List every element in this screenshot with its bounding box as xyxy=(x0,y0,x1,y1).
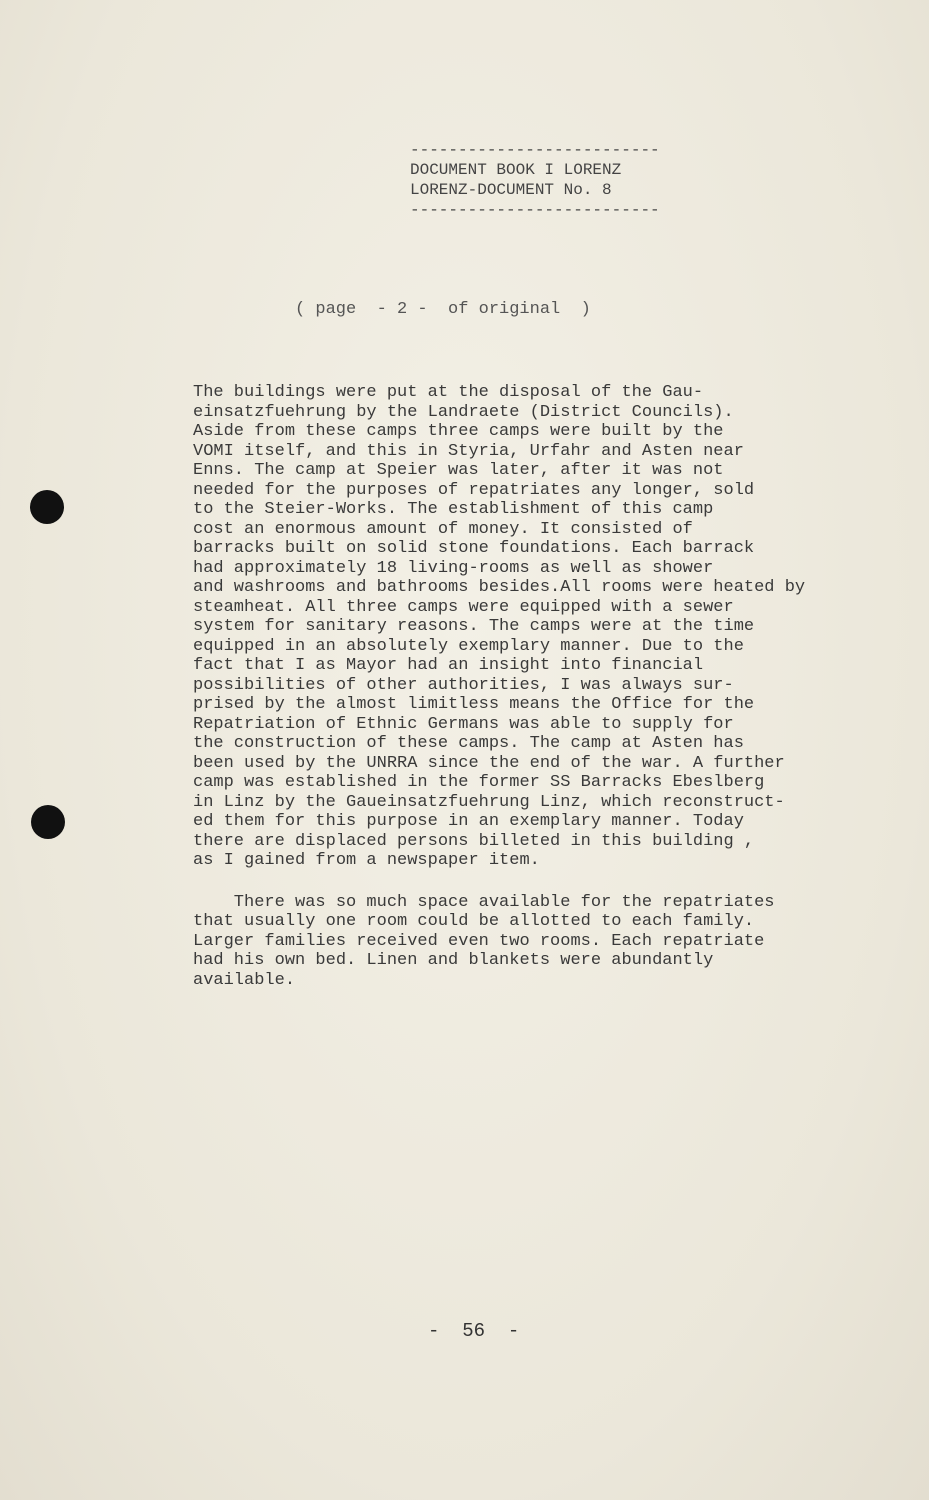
text-line: einsatzfuehrung by the Landraete (District Councils). xyxy=(193,402,734,422)
paragraph-2 xyxy=(193,893,883,991)
header-line-2: LORENZ-DOCUMENT No. 8 xyxy=(410,181,612,199)
document-header xyxy=(410,140,685,220)
text-line: been used by the UNRRA since the end of the war. A further xyxy=(193,753,785,773)
text-line: the construction of these camps. The camp at Asten has xyxy=(193,734,744,753)
text-line: to the Steier-Works. The establishment of this camp xyxy=(193,500,714,519)
page-reference: ( page - 2 - of original ) xyxy=(295,300,591,319)
text-line: camp was established in the former SS Barracks Ebeslberg xyxy=(193,773,765,792)
text-line: ed them for this purpose in an exemplary manner. Today xyxy=(193,812,744,831)
text-line: as I gained from a newspaper item. xyxy=(193,851,540,870)
header-rule-top: -------------------------- xyxy=(410,141,660,159)
text-line: system for sanitary reasons. The camps were at the time xyxy=(193,617,755,636)
text-line: in Linz by the Gaueinsatzfuehrung Linz, which reconstruct- xyxy=(193,792,785,812)
text-line: had his own bed. Linen and blankets were abundantly xyxy=(193,951,714,970)
text-line: prised by the almost limitless means the Office for the xyxy=(193,695,755,714)
paragraph-1 xyxy=(193,383,883,871)
text-line: Larger families received even two rooms. Each repatriate xyxy=(193,931,765,951)
text-line: steamheat. All three camps were equipped with a sewer xyxy=(193,597,734,617)
text-line: Aside from these camps three camps were built by the xyxy=(193,422,724,441)
text-line: The buildings were put at the disposal of the Gau- xyxy=(193,383,704,402)
text-line: VOMI itself, and this in Styria, Urfahr and Asten near xyxy=(193,441,744,461)
text-line: there are displaced persons billeted in this building , xyxy=(193,831,755,851)
text-line: Enns. The camp at Speier was later, after it was not xyxy=(193,461,724,480)
text-line: barracks built on solid stone foundations. Each barrack xyxy=(193,539,755,558)
page-number: - 56 - xyxy=(428,1320,520,1342)
text-line: that usually one room could be allotted to each family. xyxy=(193,912,755,931)
text-line: possibilities of other authorities, I was always sur- xyxy=(193,675,734,695)
text-line: Repatriation of Ethnic Germans was able to supply for xyxy=(193,714,734,734)
text-line: and washrooms and bathrooms besides.All rooms were heated by xyxy=(193,578,806,597)
text-line: There was so much space available for the repatriates xyxy=(193,892,775,912)
text-line: cost an enormous amount of money. It consisted of xyxy=(193,519,693,539)
body-text xyxy=(193,383,883,990)
text-line: available. xyxy=(193,970,296,990)
punch-hole-bottom xyxy=(31,805,65,839)
header-line-1: DOCUMENT BOOK I LORENZ xyxy=(410,161,622,179)
text-line: equipped in an absolutely exemplary manner. Due to the xyxy=(193,636,744,656)
text-line: fact that I as Mayor had an insight into financial xyxy=(193,656,704,675)
text-line: needed for the purposes of repatriates any longer, sold xyxy=(193,480,755,500)
header-rule-bottom: -------------------------- xyxy=(410,201,660,219)
text-line: had approximately 18 living-rooms as well as shower xyxy=(193,558,714,578)
punch-hole-top xyxy=(30,490,64,524)
